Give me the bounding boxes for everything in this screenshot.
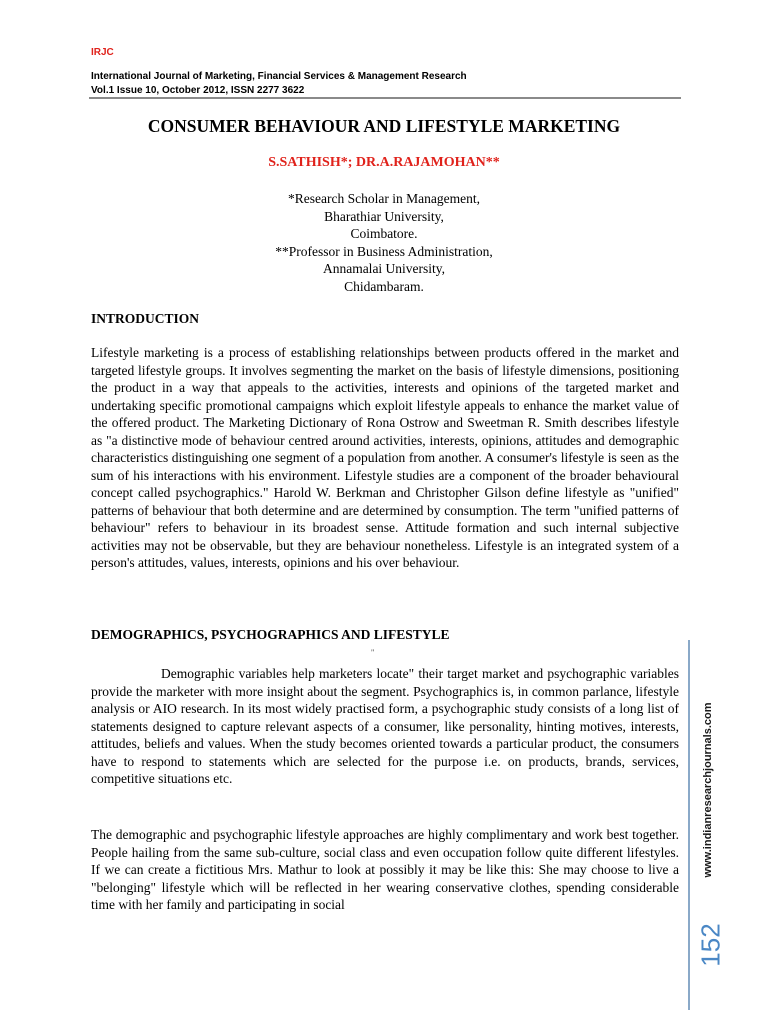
journal-website-link[interactable]: www.indianresearchjournals.com — [702, 702, 714, 878]
affiliation-line: Annamalai University, — [322, 261, 446, 276]
affiliation-line: Bharathiar University, — [324, 208, 444, 224]
demographics-heading: DEMOGRAPHICS, PSYCHOGRAPHICS AND LIFESTYLE — [91, 627, 450, 642]
affiliation-line: *Research Scholar in Management, — [288, 191, 480, 206]
introduction-paragraph: Lifestyle marketing is a process of establishing relationships between products offered in the market and targeted lifestyle groups. It involves segmenting the market on the basis of lifestyle dimensions, positioning the product in a way that appeals to the activities, interests and opinions of the targeted market and undertaking specific promotional campaigns which exploit lifestyle appeals to enhance the market value of the offered product. The Marketing Dictionary of Rona Ostrow and Sweetman R. Smith describes lifestyle as "a distinctive mode of behaviour centred around activities, interests, opinions, attitudes and demographic characteristics distinguishing one segment of a population from another. A consumer's lifestyle is seen as the sum of his interactions with his environment. Lifestyle studies are a component of the broader behavioural concept called psychographics." Harold W. Berkman and Christopher Gilson define lifestyle as "unified" patterns of behaviour that both determine and are determined by consumption. The term "unified patterns of behaviour" refers to behaviour in its broadest sense. Attitude formation and such internal subjective activities may not be observable, but they are behaviour nonetheless. Lifestyle is an integrated system of a person's attitudes, values, interests, opinions and his over behaviour. — [91, 345, 679, 570]
paper-title: CONSUMER BEHAVIOUR AND LIFESTYLE MARKETING — [147, 116, 621, 136]
header-divider — [89, 97, 681, 99]
journal-header — [91, 46, 467, 98]
journal-name: International Journal of Marketing, Financial Services & Management Research — [91, 71, 467, 82]
affiliation-line: Coimbatore. — [350, 226, 418, 241]
affiliation-line: **Professor in Business Administration, — [275, 243, 493, 259]
sidebar-divider — [688, 640, 690, 1010]
journal-abbrev: IRJC — [91, 47, 114, 58]
introduction-heading: INTRODUCTION — [91, 311, 200, 326]
author-affiliations — [0, 190, 768, 295]
paper-authors: S.SATHISH*; DR.A.RAJAMOHAN** — [268, 155, 500, 170]
demographics-paragraph-1: Demographic variables help marketers locate" their target market and psychographic variables provide the marketer with more insight about the segment. Psychographics is, in common parlance, lifestyle analysis or AIO research. In its most widely practised form, a psychographic study consists of a long list of statements designed to capture relevant aspects of a consumer, like personality, hinting motives, interests, attitudes, beliefs and values. When the study becomes oriented towards a particular product, the consumers have to respond to statements which are selected for the purpose i.e. on products, brands, services, competitive situations etc. — [91, 666, 679, 786]
journal-volume-info: Vol.1 Issue 10, October 2012, ISSN 2277 3622 — [91, 85, 305, 96]
demographics-paragraph-2: The demographic and psychographic lifestyle approaches are highly complimentary and work best together. People hailing from the same sub-culture, social class and even occupation follow quite different lifestyles. If we can create a fictitious Mrs. Mathur to look at possibly it may be like this: She may choose to live a "belonging" lifestyle which will be reflected in her wearing conservative clothes, spending considerable time with her family and participating in social — [91, 827, 679, 912]
affiliation-line: Chidambaram. — [344, 278, 424, 294]
stray-quote-mark: " — [371, 648, 375, 657]
page-number: 152 — [695, 923, 726, 967]
